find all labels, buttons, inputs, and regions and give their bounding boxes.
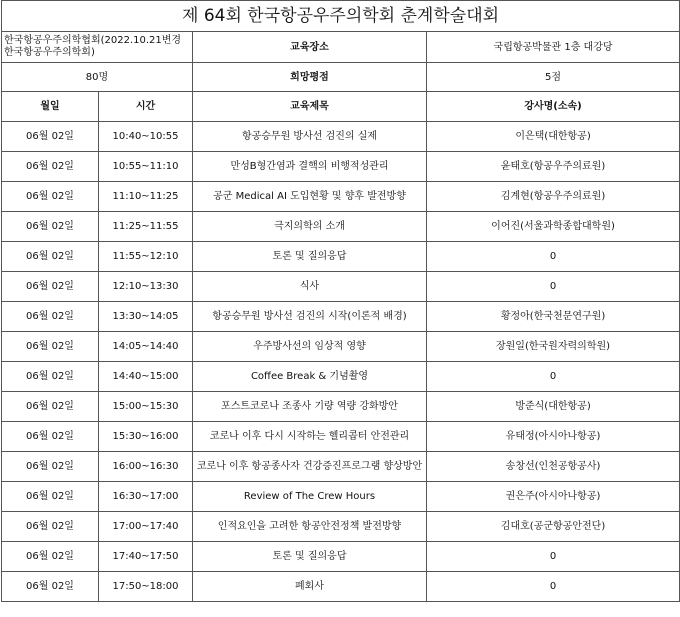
table-row (2, 332, 680, 362)
header-topic: 교육제목 (193, 92, 427, 122)
row-topic: 포스트코로나 조종사 기량 역량 강화방안 (193, 392, 427, 422)
table-row (2, 182, 680, 212)
venue-label: 교육장소 (193, 32, 427, 63)
table-row (2, 542, 680, 572)
row-lecturer: 0 (427, 242, 680, 272)
row-time: 11:55~12:10 (99, 242, 193, 272)
row-time: 13:30~14:05 (99, 302, 193, 332)
row-topic: 항공승무원 방사선 검진의 실제 (193, 122, 427, 152)
table-row (2, 512, 680, 542)
row-lecturer: 송창선(인천공항공사) (427, 452, 680, 482)
row-lecturer: 김계현(항공우주의료원) (427, 182, 680, 212)
row-date: 06월 02일 (2, 392, 99, 422)
row-date: 06월 02일 (2, 542, 99, 572)
row-time: 14:05~14:40 (99, 332, 193, 362)
table-row (2, 242, 680, 272)
row-lecturer: 0 (427, 362, 680, 392)
row-topic: 코로나 이후 다시 시작하는 헬리콥터 안전관리 (193, 422, 427, 452)
capacity-cell: 80명 (2, 63, 193, 92)
row-topic: 토론 및 질의응답 (193, 542, 427, 572)
page-title: 제 64회 한국항공우주의학회 춘계학술대회 (2, 1, 680, 32)
table-row (2, 302, 680, 332)
table-row (2, 482, 680, 512)
row-date: 06월 02일 (2, 212, 99, 242)
row-time: 10:40~10:55 (99, 122, 193, 152)
header-time: 시간 (99, 92, 193, 122)
row-lecturer: 황정아(한국천문연구원) (427, 302, 680, 332)
row-lecturer: 장원일(한국원자력의학원) (427, 332, 680, 362)
row-time: 15:30~16:00 (99, 422, 193, 452)
table-row (2, 362, 680, 392)
venue-value: 국립항공박물관 1층 대강당 (427, 32, 680, 63)
row-topic: 극지의학의 소개 (193, 212, 427, 242)
row-lecturer: 0 (427, 542, 680, 572)
rating-value: 5점 (427, 63, 680, 92)
row-time: 11:10~11:25 (99, 182, 193, 212)
row-topic: 식사 (193, 272, 427, 302)
header-lecturer: 강사명(소속) (427, 92, 680, 122)
row-topic: 폐회사 (193, 572, 427, 602)
row-lecturer: 0 (427, 572, 680, 602)
row-date: 06월 02일 (2, 362, 99, 392)
row-date: 06월 02일 (2, 422, 99, 452)
row-time: 17:40~17:50 (99, 542, 193, 572)
row-time: 17:50~18:00 (99, 572, 193, 602)
row-date: 06월 02일 (2, 482, 99, 512)
row-topic: 항공승무원 방사선 검진의 시작(이론적 배경) (193, 302, 427, 332)
schedule-sheet (1, 0, 679, 602)
row-lecturer: 0 (427, 272, 680, 302)
row-date: 06월 02일 (2, 512, 99, 542)
row-date: 06월 02일 (2, 302, 99, 332)
row-time: 10:55~11:10 (99, 152, 193, 182)
row-date: 06월 02일 (2, 122, 99, 152)
row-lecturer: 이은택(대한항공) (427, 122, 680, 152)
table-header-row (2, 92, 680, 122)
row-topic: Review of The Crew Hours (193, 482, 427, 512)
row-topic: 인적요인을 고려한 항공안전정책 발전방향 (193, 512, 427, 542)
rating-label: 희망평점 (193, 63, 427, 92)
row-time: 14:40~15:00 (99, 362, 193, 392)
row-date: 06월 02일 (2, 572, 99, 602)
row-time: 16:30~17:00 (99, 482, 193, 512)
row-time: 17:00~17:40 (99, 512, 193, 542)
row-lecturer: 유태정(아시아나항공) (427, 422, 680, 452)
organizer-cell: 한국항공우주의학협회(2022.10.21변경 한국항공우주의학회) (2, 32, 193, 63)
row-topic: 우주방사선의 임상적 영향 (193, 332, 427, 362)
table-row (2, 212, 680, 242)
row-lecturer: 윤태호(항공우주의료원) (427, 152, 680, 182)
header-date: 월일 (2, 92, 99, 122)
table-row (2, 152, 680, 182)
row-lecturer: 권은주(아시아나항공) (427, 482, 680, 512)
table-row (2, 272, 680, 302)
row-topic: Coffee Break & 기념촬영 (193, 362, 427, 392)
table-row (2, 392, 680, 422)
row-topic: 만성B형간염과 결핵의 비행적성관리 (193, 152, 427, 182)
row-date: 06월 02일 (2, 152, 99, 182)
row-date: 06월 02일 (2, 452, 99, 482)
row-time: 16:00~16:30 (99, 452, 193, 482)
row-time: 12:10~13:30 (99, 272, 193, 302)
row-topic: 코로나 이후 항공종사자 건강증진프로그램 향상방안 (193, 452, 427, 482)
row-lecturer: 방준식(대한항공) (427, 392, 680, 422)
table-row (2, 572, 680, 602)
table-row (2, 452, 680, 482)
row-time: 11:25~11:55 (99, 212, 193, 242)
row-lecturer: 김대호(공군항공안전단) (427, 512, 680, 542)
row-date: 06월 02일 (2, 242, 99, 272)
row-date: 06월 02일 (2, 182, 99, 212)
row-lecturer: 이어진(서울과학종합대학원) (427, 212, 680, 242)
row-time: 15:00~15:30 (99, 392, 193, 422)
schedule-table (1, 0, 680, 602)
row-topic: 토론 및 질의응답 (193, 242, 427, 272)
table-row (2, 122, 680, 152)
table-row (2, 422, 680, 452)
row-date: 06월 02일 (2, 332, 99, 362)
row-topic: 공군 Medical AI 도입현황 및 향후 발전방향 (193, 182, 427, 212)
row-date: 06월 02일 (2, 272, 99, 302)
